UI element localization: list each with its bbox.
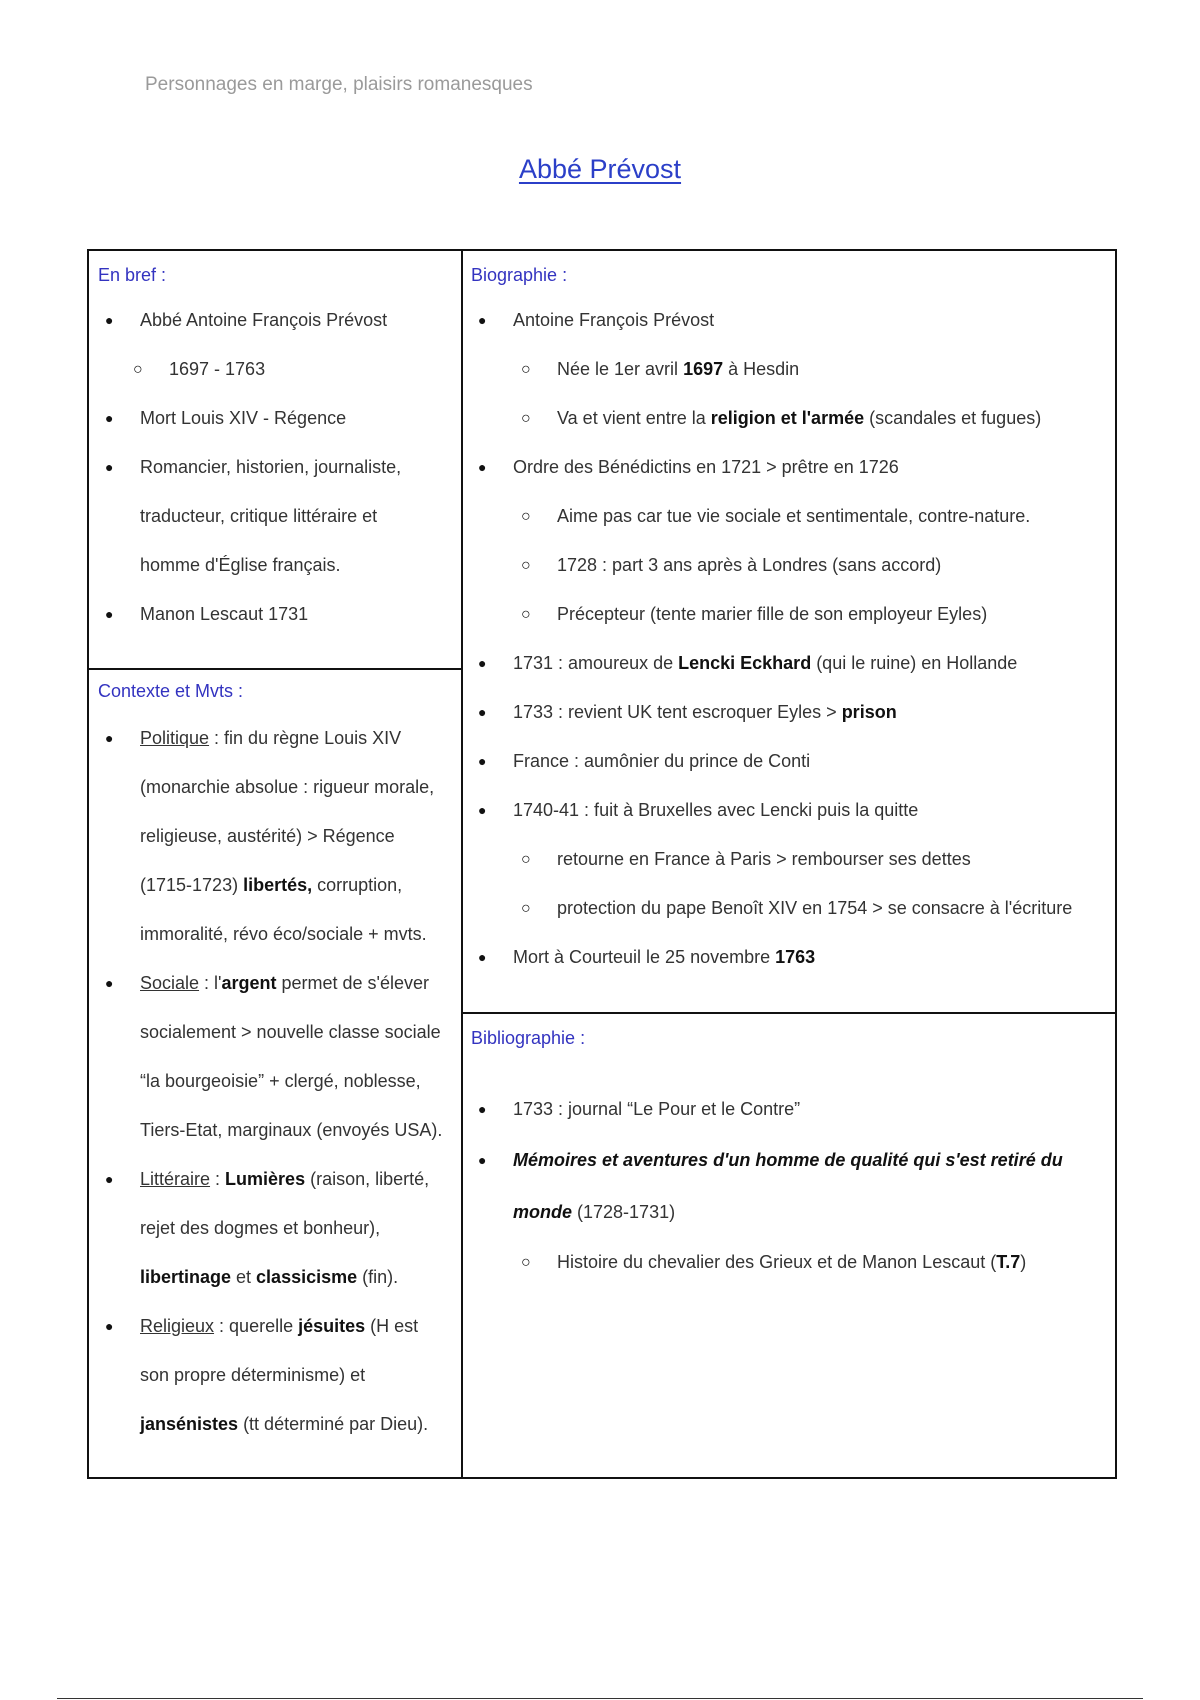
bullet-icon: ● bbox=[478, 802, 487, 818]
bullet-icon: ● bbox=[478, 459, 487, 475]
circle-bullet-icon: ○ bbox=[521, 1254, 531, 1271]
text-line: 1728 : part 3 ans après à Londres (sans accord) bbox=[557, 555, 942, 575]
list-item bbox=[471, 884, 1111, 933]
text-line: son propre déterminisme) et bbox=[140, 1365, 366, 1385]
right-row-divider bbox=[461, 1012, 1115, 1014]
litteraire-label: Littéraire bbox=[140, 1169, 211, 1189]
list-item bbox=[471, 541, 1111, 590]
circle-bullet-icon: ○ bbox=[521, 606, 531, 623]
en-bref-heading: En bref : bbox=[98, 265, 167, 285]
info-table bbox=[87, 249, 1117, 1479]
text-line: Antoine François Prévost bbox=[513, 310, 715, 330]
circle-bullet-icon: ○ bbox=[521, 508, 531, 525]
text-line: immoralité, révo éco/sociale + mvts. bbox=[140, 924, 427, 944]
text-run: (raison, liberté, bbox=[305, 1169, 430, 1189]
en-bref-dates: 1697 - 1763 bbox=[169, 359, 266, 379]
bullet-icon: ● bbox=[478, 655, 487, 671]
footer-rule bbox=[57, 1698, 1143, 1699]
circle-bullet-icon: ○ bbox=[521, 900, 531, 917]
bullet-icon: ● bbox=[478, 1152, 487, 1168]
text-line: Tiers-Etat, marginaux (envoyés USA). bbox=[140, 1120, 443, 1140]
list-item bbox=[98, 1155, 458, 1302]
text-line: (monarchie absolue : rigueur morale, bbox=[140, 777, 435, 797]
text-line: socialement > nouvelle classe sociale bbox=[140, 1022, 441, 1042]
en-bref-name: Abbé Antoine François Prévost bbox=[140, 310, 388, 330]
text-run: monde bbox=[513, 1202, 573, 1222]
list-item bbox=[471, 296, 1111, 345]
text-run: et bbox=[231, 1267, 257, 1287]
list-item bbox=[98, 394, 453, 443]
contexte-list bbox=[98, 714, 458, 1449]
text-run: permet de s'élever bbox=[276, 973, 430, 993]
text-run: (tt déterminé par Dieu). bbox=[238, 1414, 429, 1434]
list-item bbox=[471, 737, 1111, 786]
text-run: T.7 bbox=[996, 1252, 1021, 1272]
list-item bbox=[471, 394, 1111, 443]
text-line: France : aumônier du prince de Conti bbox=[513, 751, 811, 771]
list-item bbox=[471, 786, 1111, 835]
text-run: (fin). bbox=[357, 1267, 399, 1287]
bullet-icon: ● bbox=[105, 312, 114, 328]
list-item bbox=[471, 492, 1111, 541]
bullet-icon: ● bbox=[105, 1318, 114, 1334]
text-run: : querelle bbox=[214, 1316, 299, 1336]
text-run: corruption, bbox=[312, 875, 403, 895]
bullet-icon: ● bbox=[478, 312, 487, 328]
biographie-heading: Biographie : bbox=[471, 265, 568, 285]
circle-bullet-icon: ○ bbox=[521, 557, 531, 574]
list-item bbox=[98, 714, 458, 959]
bullet-icon: ● bbox=[105, 1171, 114, 1187]
list-item bbox=[471, 443, 1111, 492]
bullet-icon: ● bbox=[105, 410, 114, 426]
left-row-divider bbox=[89, 668, 461, 670]
circle-bullet-icon: ○ bbox=[521, 851, 531, 868]
text-run: classicisme bbox=[256, 1267, 358, 1287]
list-item bbox=[471, 639, 1111, 688]
text-run: (1715-1723) bbox=[140, 875, 244, 895]
text-run: : bbox=[210, 1169, 226, 1189]
running-header: Personnages en marge, plaisirs romanesques bbox=[145, 74, 533, 95]
list-item bbox=[98, 296, 453, 345]
religieux-label: Religieux bbox=[140, 1316, 215, 1336]
circle-bullet-icon: ○ bbox=[521, 361, 531, 378]
politique-label: Politique bbox=[140, 728, 210, 748]
cell-en-bref bbox=[98, 262, 453, 639]
text-run: Lumières bbox=[225, 1169, 306, 1189]
text-run: 1731 : amoureux de bbox=[513, 653, 679, 673]
text-run: argent bbox=[221, 973, 277, 993]
list-item bbox=[471, 933, 1111, 982]
text-run: (scandales et fugues) bbox=[864, 408, 1042, 428]
bullet-icon: ● bbox=[105, 730, 114, 746]
en-bref-list bbox=[98, 296, 453, 639]
list-item bbox=[471, 688, 1111, 737]
text-line: 1740-41 : fuit à Bruxelles avec Lencki puis la quitte bbox=[513, 800, 919, 820]
text-run: libertés, bbox=[243, 875, 313, 895]
sociale-label: Sociale bbox=[140, 973, 200, 993]
circle-bullet-icon: ○ bbox=[521, 410, 531, 427]
en-bref-roles-line: Romancier, historien, journaliste, bbox=[140, 457, 402, 477]
text-line: protection du pape Benoît XIV en 1754 > se consacre à l'écriture bbox=[557, 898, 1073, 918]
circle-bullet-icon: ○ bbox=[133, 361, 143, 378]
en-bref-roles-line: traducteur, critique littéraire et bbox=[140, 506, 378, 526]
bullet-icon: ● bbox=[478, 949, 487, 965]
bullet-icon: ● bbox=[478, 1101, 487, 1117]
text-run: à Hesdin bbox=[723, 359, 800, 379]
list-item bbox=[471, 1085, 1111, 1134]
text-run: (1728-1731) bbox=[572, 1202, 676, 1222]
bullet-icon: ● bbox=[105, 459, 114, 475]
list-item bbox=[471, 835, 1111, 884]
bullet-icon: ● bbox=[478, 704, 487, 720]
text-line: rejet des dogmes et bonheur), bbox=[140, 1218, 381, 1238]
list-item bbox=[471, 1238, 1111, 1287]
bibliographie-list bbox=[471, 1085, 1111, 1287]
column-divider bbox=[461, 251, 463, 1477]
list-item bbox=[471, 1134, 1111, 1238]
bullet-icon: ● bbox=[478, 753, 487, 769]
bullet-icon: ● bbox=[105, 606, 114, 622]
text-run: : l' bbox=[199, 973, 222, 993]
text-run: Histoire du chevalier des Grieux et de Manon Lescaut ( bbox=[557, 1252, 997, 1272]
text-line: Mémoires et aventures d'un homme de qualité qui s'est retiré du bbox=[513, 1150, 1063, 1170]
cell-biographie bbox=[471, 262, 1111, 982]
list-item bbox=[98, 345, 453, 394]
list-item bbox=[471, 590, 1111, 639]
title-link[interactable]: Abbé Prévost bbox=[518, 154, 682, 184]
text-line: Précepteur (tente marier fille de son employeur Eyles) bbox=[557, 604, 988, 624]
text-run: Va et vient entre la bbox=[557, 408, 711, 428]
page-title bbox=[0, 154, 1200, 185]
text-line: retourne en France à Paris > rembourser ses dettes bbox=[557, 849, 971, 869]
text-run: religion et l'armée bbox=[710, 408, 865, 428]
text-run: Lencki Eckhard bbox=[678, 653, 812, 673]
list-item bbox=[98, 959, 458, 1155]
text-run: jésuites bbox=[298, 1316, 366, 1336]
cell-contexte bbox=[98, 678, 458, 1449]
text-run: 1733 : revient UK tent escroquer Eyles > bbox=[513, 702, 842, 722]
text-run: Née le 1er avril bbox=[557, 359, 684, 379]
text-run: 1763 bbox=[775, 947, 816, 967]
text-line: “la bourgeoisie” + clergé, noblesse, bbox=[140, 1071, 421, 1091]
en-bref-period: Mort Louis XIV - Régence bbox=[140, 408, 347, 428]
biographie-list bbox=[471, 296, 1111, 982]
en-bref-roles-line: homme d'Église français. bbox=[140, 555, 341, 575]
text-line: 1733 : journal “Le Pour et le Contre” bbox=[513, 1099, 801, 1119]
contexte-heading: Contexte et Mvts : bbox=[98, 681, 244, 701]
text-line: religieuse, austérité) > Régence bbox=[140, 826, 395, 846]
bullet-icon: ● bbox=[105, 975, 114, 991]
text-run: : fin du règne Louis XIV bbox=[209, 728, 402, 748]
list-item bbox=[98, 1302, 458, 1449]
text-run: ) bbox=[1020, 1252, 1027, 1272]
list-item bbox=[98, 590, 453, 639]
text-run: (qui le ruine) en Hollande bbox=[811, 653, 1018, 673]
text-line: Ordre des Bénédictins en 1721 > prêtre en 1726 bbox=[513, 457, 899, 477]
cell-bibliographie bbox=[471, 1025, 1111, 1287]
text-line: Aime pas car tue vie sociale et sentimentale, contre-nature. bbox=[557, 506, 1031, 526]
text-run: prison bbox=[841, 702, 897, 722]
bibliographie-heading: Bibliographie : bbox=[471, 1028, 586, 1048]
text-run: 1697 bbox=[683, 359, 724, 379]
text-run: jansénistes bbox=[140, 1414, 239, 1434]
en-bref-work: Manon Lescaut 1731 bbox=[140, 604, 309, 624]
list-item bbox=[471, 345, 1111, 394]
text-run: Mort à Courteuil le 25 novembre bbox=[513, 947, 776, 967]
text-run: (H est bbox=[365, 1316, 419, 1336]
list-item bbox=[98, 443, 453, 590]
text-run: libertinage bbox=[140, 1267, 232, 1287]
